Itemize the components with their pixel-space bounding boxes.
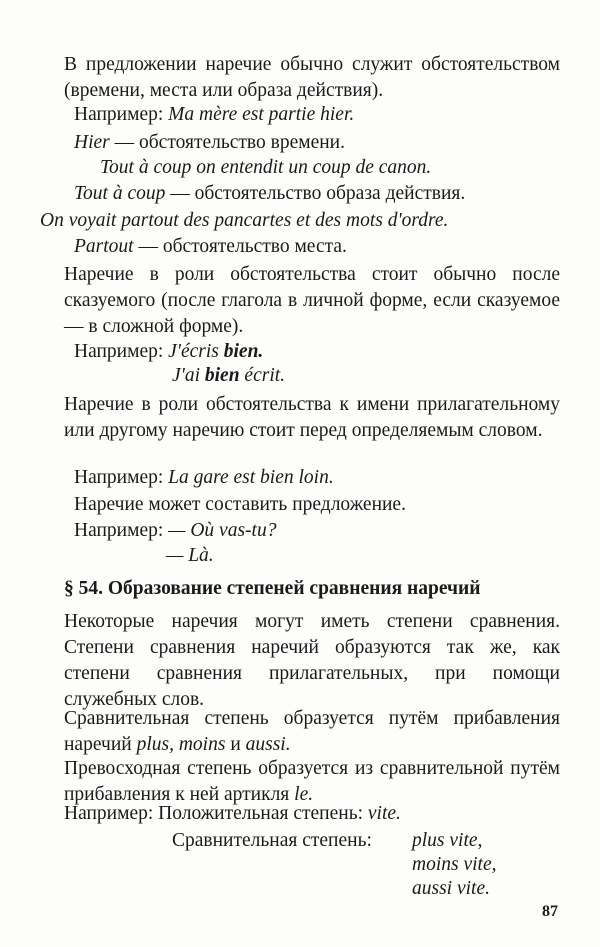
paragraph-degrees-intro: Некоторые наречия могут иметь степени сравнения. Степени сравнения наречий образуются так же, как степени сравнения прилагательных, при помощи служебных слов. (64, 611, 560, 710)
example-comment: — обстоятельство образа действия. (170, 183, 466, 204)
section-heading: § 54. Образование степеней сравнения наречий (64, 578, 481, 599)
comparative-text: Сравнительная степень образуется путём прибавления наречий (64, 708, 560, 755)
conjunction: и (230, 734, 241, 755)
example-3-sentence: On voyait partout des pancartes et des mots d'ordre. (40, 210, 449, 231)
example-label: Например: (64, 803, 154, 824)
example-4-line-2 (172, 363, 285, 389)
example-word: Hier (74, 132, 110, 153)
superlative-text: Превосходная степень образуется из сравнительной путём прибавления к ней артикля (64, 758, 560, 805)
example-adverb: bien. (223, 341, 264, 362)
example-2-sentence: Tout à coup on entendit un coup de canon. (100, 157, 432, 178)
paragraph-adverb-function: В предложении наречие обычно служит обстоятельством (времени, места или образа действия). (64, 54, 560, 101)
example-label: Например: (74, 341, 164, 362)
example-question: — Où vas-tu? (168, 520, 277, 541)
example-label: Например: (74, 104, 164, 125)
example-positive-degree (64, 801, 401, 827)
example-auxiliary: J'ai (172, 365, 200, 386)
example-3-comment (74, 234, 347, 260)
example-verb: J'écris (168, 341, 219, 362)
example-adverb: bien (204, 365, 240, 386)
example-comment: — обстоятельство времени. (114, 132, 345, 153)
paragraph-adverb-position: Наречие в роли обстоятельства стоит обычно после сказуемого (после глагола в личной форме, если сказуемое — в сложной форме). (64, 264, 560, 337)
example-label: Например: (74, 520, 164, 541)
superlative-article: le. (294, 784, 314, 805)
example-1-comment (74, 130, 345, 156)
example-6-line-1 (74, 518, 276, 544)
comparative-value: moins vite, (412, 854, 497, 875)
example-2-comment (74, 181, 465, 207)
page-number: 87 (542, 903, 558, 920)
comparative-value: aussi vite. (412, 878, 490, 899)
example-1 (74, 102, 354, 128)
example-word: Tout à coup (74, 183, 166, 204)
comparative-word: aussi. (245, 734, 291, 755)
example-participle: écrit. (244, 365, 286, 386)
example-4-line-1 (74, 339, 263, 365)
example-sentence: Ma mère est partie hier. (168, 104, 355, 125)
example-comment: — обстоятельство места. (138, 236, 347, 257)
example-sentence: La gare est bien loin. (168, 467, 334, 488)
comparative-words: plus, moins (136, 734, 226, 755)
paragraph-comparative (64, 706, 560, 758)
comparative-value: plus vite, (412, 830, 483, 851)
comparative-degree-label: Сравнительная степень: (172, 830, 372, 851)
paragraph-adverb-sentence: Наречие может составить предложение. (74, 494, 406, 515)
example-label: Например: (74, 467, 164, 488)
example-6-line-2: — Là. (166, 545, 214, 566)
positive-value: vite. (367, 803, 401, 824)
example-5 (74, 465, 334, 491)
positive-label: Положительная степень: (158, 803, 364, 824)
example-word: Partout (74, 236, 134, 257)
paragraph-adverb-before-word: Наречие в роли обстоятельства к имени прилагательному или другому наречию стоит перед определяемым словом. (64, 394, 560, 441)
